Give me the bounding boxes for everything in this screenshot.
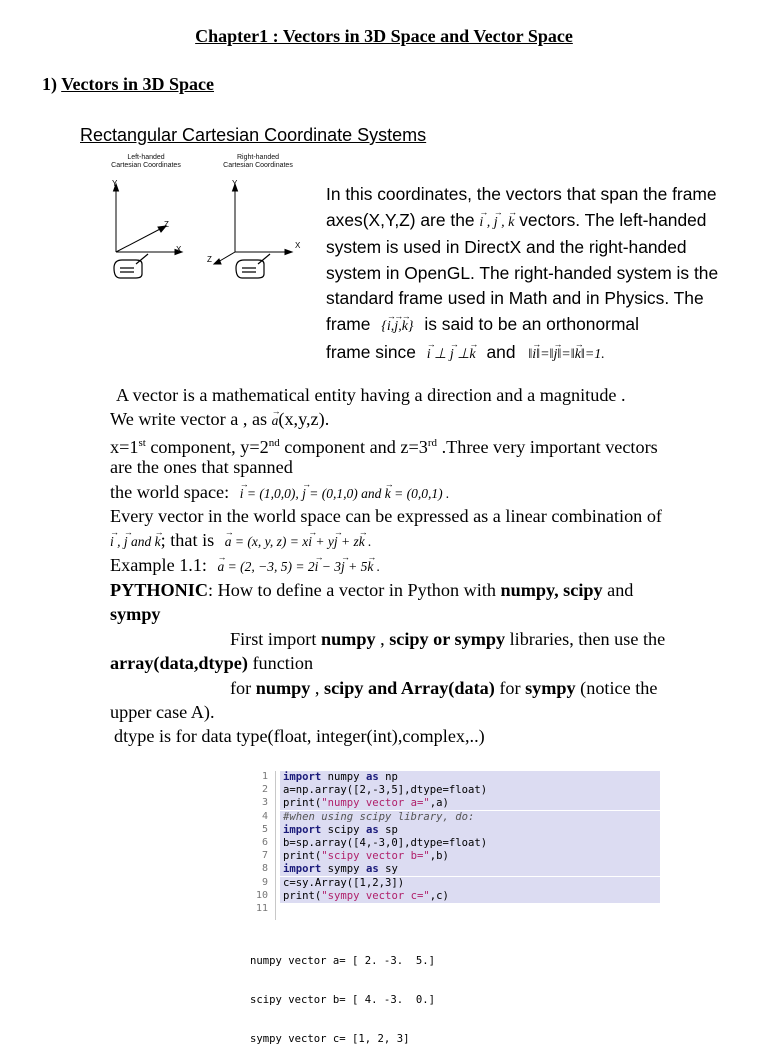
code-output bbox=[250, 929, 435, 1059]
right-caption-line2: Cartesian Coordinates bbox=[223, 162, 293, 169]
orthogonality-formula: → i ⊥ → j ⊥→ k bbox=[427, 347, 476, 362]
left-z-label: Z bbox=[164, 220, 169, 229]
code-line: print("scipy vector b=",b) bbox=[280, 850, 660, 863]
code-line-number: 1 bbox=[261, 771, 268, 782]
intro-line-3: system is used in DirectX and the right-handed bbox=[326, 237, 687, 258]
code-line-number: 9 bbox=[261, 876, 268, 888]
output-line: sympy vector c= [1, 2, 3] bbox=[250, 1033, 410, 1045]
code-line-number: 7 bbox=[261, 850, 268, 862]
code-block bbox=[244, 771, 660, 920]
code-line-number: 3 bbox=[261, 797, 268, 809]
body-p9: PYTHONIC: How to define a vector in Python with numpy, scipy and bbox=[110, 580, 634, 600]
body-p15: dtype is for data type(float, integer(int),complex,..) bbox=[114, 726, 485, 746]
coordinate-systems-figure bbox=[100, 152, 310, 287]
body-p11: First import numpy , scipy or sympy libraries, then use the bbox=[230, 629, 666, 649]
body-p6: Every vector in the world space can be expressed as a linear combination of bbox=[110, 506, 662, 526]
code-line: print("sympy vector c=",c) bbox=[280, 890, 660, 903]
body-p7: → i , → j and → k; that is → a = (x, y, z) = x→ i + y→ j + z→ k . bbox=[110, 528, 750, 554]
subsection-heading: Rectangular Cartesian Coordinate Systems bbox=[80, 125, 427, 145]
ijk-list: → i , → j and → k bbox=[110, 534, 161, 549]
code-line-number: 6 bbox=[261, 837, 268, 848]
linear-combination-formula: → a = (x, y, z) = x→ i + y→ j + z→ k . bbox=[225, 534, 372, 549]
ijk-inline: → i , → j , → k bbox=[479, 215, 514, 230]
body-p2: We write vector a , as → a(x,y,z). bbox=[110, 407, 750, 433]
left-caption-line2: Cartesian Coordinates bbox=[111, 162, 181, 169]
code-line: import numpy as np bbox=[280, 771, 660, 784]
right-z-label: Z bbox=[207, 255, 212, 264]
right-y-label: Y bbox=[232, 179, 238, 188]
code-line bbox=[280, 903, 660, 916]
right-hand-icon bbox=[236, 254, 270, 278]
code-line-number: 2 bbox=[261, 784, 268, 796]
intro-paragraph bbox=[326, 182, 756, 367]
code-line: import scipy as sp bbox=[280, 824, 660, 837]
left-y-label: Y bbox=[112, 179, 118, 188]
right-handed-caption bbox=[208, 154, 308, 170]
left-handed-caption bbox=[100, 154, 192, 170]
body-p13: for numpy , scipy and Array(data) for sympy (notice the bbox=[230, 678, 658, 698]
code-line-number: 5 bbox=[261, 823, 268, 835]
left-x-label: X bbox=[176, 245, 182, 254]
code-line-number: 11 bbox=[255, 903, 268, 914]
code-line: print("numpy vector a=",a) bbox=[280, 797, 660, 810]
left-hand-icon bbox=[114, 254, 148, 278]
intro-line-2: axes(X,Y,Z) are the → i , → j , → k vectors. The left-handed bbox=[326, 208, 756, 236]
intro-line-7: frame since → i ⊥ → j ⊥→ k and ‖→ i‖=‖→ j‖=‖→ k‖=1. bbox=[326, 340, 756, 368]
output-line: numpy vector a= [ 2. -3. 5.] bbox=[250, 955, 435, 967]
code-line-number: 10 bbox=[255, 889, 268, 901]
axes-drawing bbox=[100, 172, 310, 287]
intro-line-5: standard frame used in Math and in Physics. The bbox=[326, 288, 704, 309]
left-caption-line1: Left-handed bbox=[127, 154, 165, 161]
intro-line-1: In this coordinates, the vectors that span the frame bbox=[326, 184, 717, 204]
right-caption-line1: Right-handed bbox=[236, 154, 280, 161]
intro-line-4: system in OpenGL. The right-handed system is the bbox=[326, 262, 719, 283]
body-p1: A vector is a mathematical entity having a direction and a magnitude . bbox=[116, 385, 626, 405]
frame-set-formula: {→ i,→ j,→ k} bbox=[381, 319, 413, 334]
basis-vectors-formula: → i = (1,0,0), → j = (0,1,0) and → k = (0,0,1) . bbox=[240, 486, 450, 501]
body-p10: sympy bbox=[110, 604, 161, 624]
section-title: Vectors in 3D Space bbox=[61, 74, 215, 94]
body-p4: are the ones that spanned bbox=[110, 457, 293, 477]
body-p5: the world space: → i = (1,0,0), → j = (0,1,0) and → k = (0,0,1) . bbox=[110, 480, 750, 506]
body-p3: x=1st component, y=2nd component and z=3rd .Three very important vectors bbox=[110, 437, 658, 458]
code-lines bbox=[244, 771, 660, 914]
code-line: b=sp.array([4,-3,0],dtype=float) bbox=[280, 837, 660, 850]
code-line: import sympy as sy bbox=[280, 863, 660, 876]
right-x-label: X bbox=[295, 241, 301, 250]
code-line: c=sy.Array([1,2,3]) bbox=[280, 877, 660, 890]
section-heading bbox=[42, 74, 214, 95]
code-line: a=np.array([2,-3,5],dtype=float) bbox=[280, 784, 660, 797]
output-line: scipy vector b= [ 4. -3. 0.] bbox=[250, 994, 435, 1006]
section-number: 1) bbox=[42, 74, 57, 94]
code-line: #when using scipy library, do: bbox=[280, 811, 660, 824]
code-line-number: 8 bbox=[261, 863, 268, 875]
code-line-number: 4 bbox=[261, 810, 268, 822]
body-p14: upper case A). bbox=[110, 702, 215, 722]
unit-norm-formula: ‖→ i‖=‖→ j‖=‖→ k‖=1. bbox=[528, 347, 604, 362]
example-formula: → a = (2, −3, 5) = 2→ i − 3→ j + 5→ k . bbox=[218, 559, 381, 574]
body-p8: Example 1.1: → a = (2, −3, 5) = 2→ i − 3→ j + 5→ k . bbox=[110, 553, 750, 579]
body-p12: array(data,dtype) function bbox=[110, 653, 314, 673]
chapter-title: Chapter1 : Vectors in 3D Space and Vector Space bbox=[195, 26, 573, 46]
intro-line-6: frame {→ i,→ j,→ k} is said to be an orthonormal bbox=[326, 312, 756, 340]
